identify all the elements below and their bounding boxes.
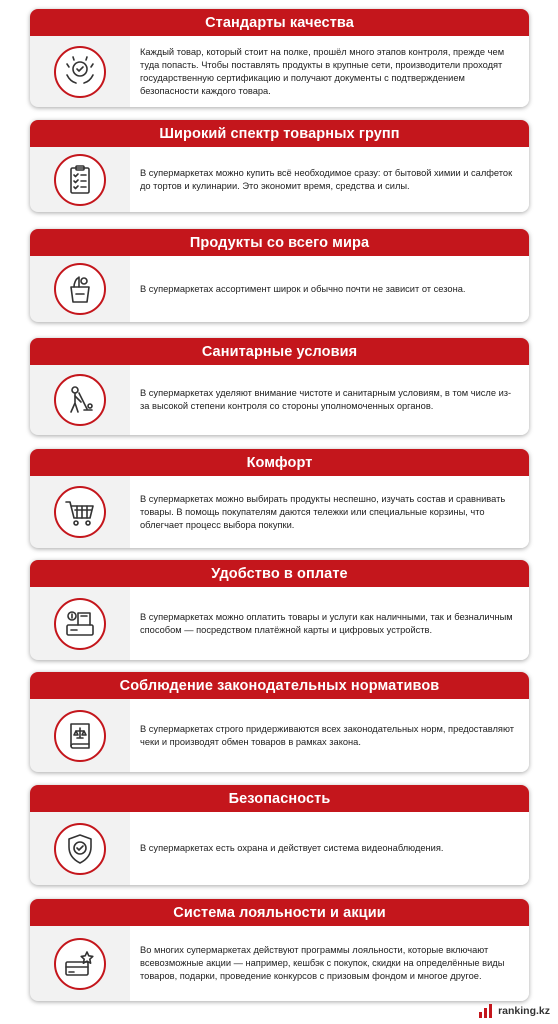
grocery-bag-icon: [54, 263, 106, 315]
card-description: Каждый товар, который стоит на полке, прошёл много этапов контроля, прежде чем туда попасть. Чтобы поставлять продукты в крупные сети, производители проходят государственную сертификацию и получают документы с подтверждением безопасности каждого товара.: [130, 36, 529, 107]
card-loyalty: [30, 899, 529, 1001]
card-comfort: [30, 449, 529, 548]
shopping-cart-icon: [54, 486, 106, 538]
card-title: Соблюдение законодательных нормативов: [30, 672, 529, 699]
card-world-products: [30, 229, 529, 322]
ranking-bars-icon: [478, 1004, 494, 1018]
card-title: Удобство в оплате: [30, 560, 529, 587]
card-quality-standards: [30, 9, 529, 107]
brand-logo: [478, 1004, 550, 1018]
card-description: В супермаркетах можно оплатить товары и услуги как наличными, так и безналичным способом — посредством платёжной карты и цифровых устройств.: [130, 587, 529, 660]
card-title: Безопасность: [30, 785, 529, 812]
card-description: В супермаркетах ассортимент широк и обычно почти не зависит от сезона.: [130, 256, 529, 322]
card-description: В супермаркетах можно выбирать продукты неспешно, изучать состав и сравнивать товары. В помощь покупателям даются тележки или специальные корзины, что облегчает процесс выбора покупки.: [130, 476, 529, 548]
card-title: Санитарные условия: [30, 338, 529, 365]
card-title: Широкий спектр товарных групп: [30, 120, 529, 147]
card-legislation: [30, 672, 529, 772]
card-title: Комфорт: [30, 449, 529, 476]
payment-terminal-icon: [54, 598, 106, 650]
card-title: Продукты со всего мира: [30, 229, 529, 256]
card-sanitary: [30, 338, 529, 435]
card-wide-range: [30, 120, 529, 212]
card-description: Во многих супермаркетах действуют программы лояльности, которые включают всевозможные акции — например, кешбэк с покупок, скидки на определённые виды товаров, подарки, проведение конкурсов с призовым фондом и многое другое.: [130, 926, 529, 1001]
card-description: В супермаркетах строго придерживаются всех законодательных норм, предоставляют чеки и производят обмен товаров в рамках закона.: [130, 699, 529, 772]
card-security: [30, 785, 529, 885]
cleaner-sweeping-icon: [54, 374, 106, 426]
law-book-icon: [54, 710, 106, 762]
card-title: Стандарты качества: [30, 9, 529, 36]
card-payment: [30, 560, 529, 660]
shield-check-icon: [54, 823, 106, 875]
brand-name: ranking.kz: [498, 1005, 550, 1017]
clipboard-checklist-icon: [54, 154, 106, 206]
card-title: Система лояльности и акции: [30, 899, 529, 926]
loyalty-card-icon: [54, 938, 106, 990]
card-description: В супермаркетах можно купить всё необходимое сразу: от бытовой химии и салфеток до тортов и кулинарии. Это экономит время, средства и силы.: [130, 147, 529, 212]
card-description: В супермаркетах уделяют внимание чистоте и санитарным условиям, в том числе из-за высокой степени контроля со стороны уполномоченных органов.: [130, 365, 529, 435]
quality-badge-icon: [54, 46, 106, 98]
card-description: В супермаркетах есть охрана и действует система видеонаблюдения.: [130, 812, 529, 885]
